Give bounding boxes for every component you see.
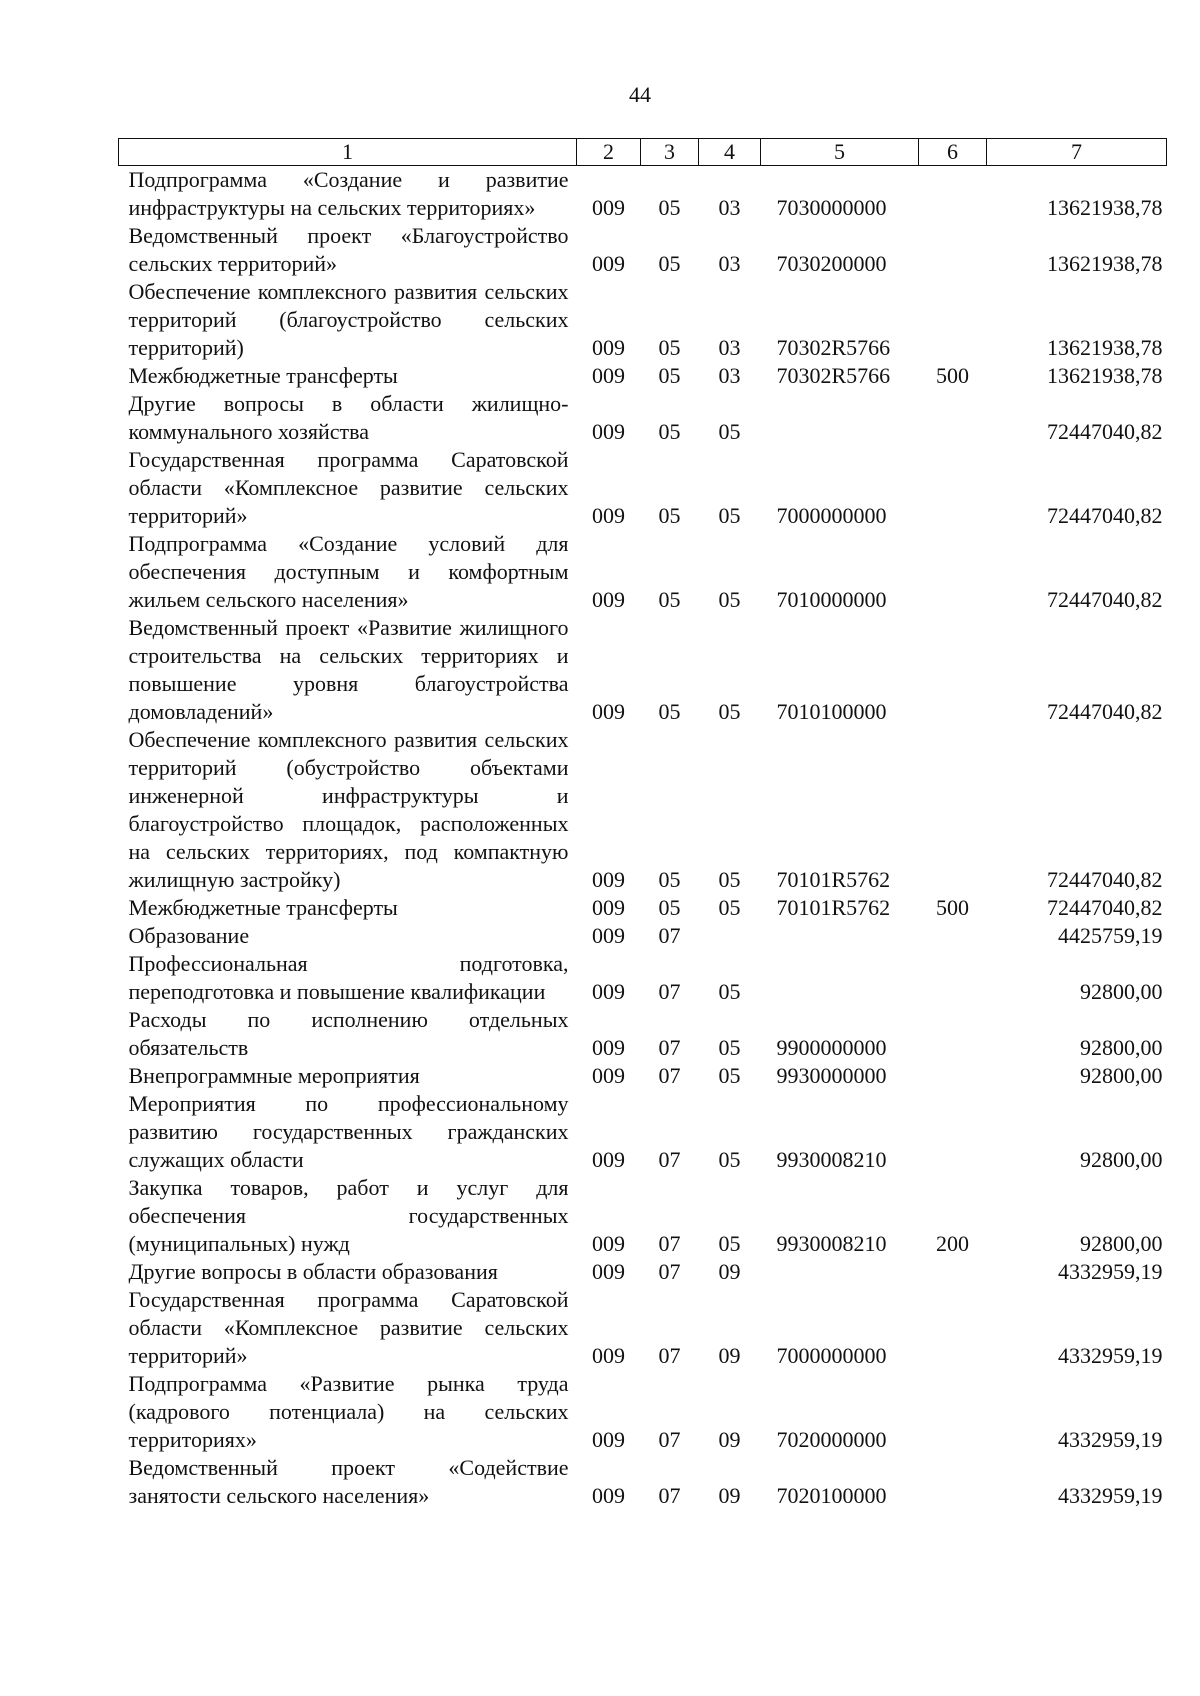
cell-section-code: 05 (658, 867, 681, 892)
cell-subsection-code: 05 (718, 867, 741, 892)
cell-subsection-code: 03 (718, 195, 741, 220)
table-row (119, 922, 1167, 950)
cell-ministry-code: 009 (592, 895, 625, 920)
cell-expense-type (919, 1006, 987, 1062)
cell-amount: 72447040,82 (1047, 895, 1163, 920)
cell-subsection-code: 09 (718, 1483, 741, 1508)
cell-amount: 72447040,82 (1047, 503, 1163, 528)
cell-section-code: 05 (658, 895, 681, 920)
cell-expense-type (919, 726, 987, 894)
cell-ministry-code: 009 (592, 923, 625, 948)
cell-ministry-code: 009 (592, 1427, 625, 1452)
cell-section-code: 05 (658, 699, 681, 724)
cell-section-code: 07 (658, 979, 681, 1004)
cell-ministry-code: 009 (592, 1483, 625, 1508)
table-row (119, 894, 1167, 922)
cell-amount: 13621938,78 (1047, 363, 1163, 388)
cell-subsection-code: 05 (718, 1035, 741, 1060)
cell-section-code: 07 (658, 1427, 681, 1452)
table-row (119, 1370, 1167, 1454)
table-body (119, 166, 1167, 1511)
cell-expense-type (919, 530, 987, 614)
cell-target-article: 70101R5762 (776, 895, 891, 920)
cell-expense-type (919, 278, 987, 362)
table-row (119, 166, 1167, 223)
row-name: Ведомственный проект «Содействие занятости сельского населения» (128, 1455, 569, 1508)
row-name: Ведомственный проект «Благоустройство сельских территорий» (128, 223, 569, 276)
cell-subsection-code: 03 (718, 335, 741, 360)
cell-section-code: 05 (658, 335, 681, 360)
cell-amount: 92800,00 (1080, 1231, 1163, 1256)
cell-amount: 4332959,19 (1058, 1427, 1163, 1452)
row-name: Государственная программа Саратовской области «Комплексное развитие сельских территорий» (128, 447, 569, 528)
cell-ministry-code: 009 (592, 979, 625, 1004)
table-row (119, 446, 1167, 530)
cell-expense-type (919, 1062, 987, 1090)
cell-amount: 72447040,82 (1047, 699, 1163, 724)
row-name: Подпрограмма «Создание условий для обеспечения доступным и комфортным жильем сельского населения» (128, 531, 569, 612)
cell-expense-type (919, 446, 987, 530)
row-name: Подпрограмма «Развитие рынка труда (кадрового потенциала) на сельских территориях» (128, 1371, 569, 1452)
cell-target-article: 7010000000 (776, 587, 887, 612)
cell-section-code: 07 (658, 1231, 681, 1256)
cell-expense-type: 200 (936, 1231, 969, 1256)
row-name: Подпрограмма «Создание и развитие инфраструктуры на сельских территориях» (128, 167, 569, 220)
cell-section-code: 05 (658, 363, 681, 388)
cell-expense-type (919, 1370, 987, 1454)
cell-target-article: 7020100000 (776, 1483, 887, 1508)
cell-amount: 72447040,82 (1047, 587, 1163, 612)
row-name: Расходы по исполнению отдельных обязательств (128, 1007, 569, 1060)
cell-subsection-code: 05 (718, 895, 741, 920)
cell-expense-type (919, 390, 987, 446)
cell-target-article (761, 390, 919, 446)
table-row (119, 1062, 1167, 1090)
table-row (119, 1454, 1167, 1510)
row-name: Государственная программа Саратовской области «Комплексное развитие сельских территорий» (128, 1287, 569, 1368)
column-header-5: 5 (761, 139, 919, 166)
cell-section-code: 07 (658, 1259, 681, 1284)
cell-ministry-code: 009 (592, 419, 625, 444)
cell-expense-type (919, 950, 987, 1006)
cell-amount: 4332959,19 (1058, 1483, 1163, 1508)
cell-subsection-code: 05 (718, 1231, 741, 1256)
table-row (119, 362, 1167, 390)
cell-target-article: 7000000000 (776, 1343, 887, 1368)
cell-amount: 13621938,78 (1047, 335, 1163, 360)
cell-subsection-code: 05 (718, 1063, 741, 1088)
cell-amount: 92800,00 (1080, 1035, 1163, 1060)
table-row (119, 950, 1167, 1006)
cell-target-article: 7030000000 (776, 195, 887, 220)
cell-target-article (761, 950, 919, 1006)
row-name: Межбюджетные трансферты (128, 895, 398, 920)
cell-amount: 72447040,82 (1047, 419, 1163, 444)
cell-ministry-code: 009 (592, 335, 625, 360)
row-name: Межбюджетные трансферты (128, 363, 398, 388)
cell-expense-type (919, 1286, 987, 1370)
cell-amount: 4425759,19 (1058, 923, 1163, 948)
table-row (119, 1286, 1167, 1370)
cell-ministry-code: 009 (592, 1343, 625, 1368)
row-name: Обеспечение комплексного развития сельских территорий (обустройство объектами инженерной инфраструктуры и благоустройство площадок, расположенных на сельских территориях, под компактную жилищную застройку) (128, 727, 569, 892)
cell-ministry-code: 009 (592, 1259, 625, 1284)
cell-expense-type (919, 166, 987, 223)
table-row (119, 530, 1167, 614)
cell-section-code: 07 (658, 1035, 681, 1060)
cell-ministry-code: 009 (592, 1147, 625, 1172)
column-header-4: 4 (699, 139, 761, 166)
cell-expense-type (919, 222, 987, 278)
cell-target-article: 9930000000 (776, 1063, 887, 1088)
table-row (119, 222, 1167, 278)
column-header-3: 3 (641, 139, 699, 166)
column-header-6: 6 (919, 139, 987, 166)
header-row (119, 139, 1167, 166)
table-header (119, 139, 1167, 166)
cell-section-code: 07 (658, 1147, 681, 1172)
row-name: Профессиональная подготовка, переподготовка и повышение квалификации (128, 951, 569, 1004)
cell-expense-type (919, 1454, 987, 1510)
table-row (119, 726, 1167, 894)
cell-expense-type: 500 (936, 895, 969, 920)
cell-section-code: 05 (658, 587, 681, 612)
table-row (119, 1174, 1167, 1258)
cell-section-code: 05 (658, 419, 681, 444)
cell-subsection-code: 05 (718, 979, 741, 1004)
row-name: Образование (128, 923, 250, 948)
cell-ministry-code: 009 (592, 867, 625, 892)
cell-target-article: 7000000000 (776, 503, 887, 528)
column-header-2: 2 (577, 139, 641, 166)
cell-amount: 13621938,78 (1047, 251, 1163, 276)
cell-amount: 13621938,78 (1047, 195, 1163, 220)
cell-subsection-code: 03 (718, 251, 741, 276)
table-row (119, 1006, 1167, 1062)
row-name: Другие вопросы в области жилищно-коммунального хозяйства (128, 391, 569, 444)
budget-table (118, 138, 1167, 1510)
cell-subsection-code: 09 (718, 1427, 741, 1452)
cell-subsection-code (699, 922, 761, 950)
cell-section-code: 07 (658, 1063, 681, 1088)
cell-subsection-code: 05 (718, 419, 741, 444)
cell-ministry-code: 009 (592, 1063, 625, 1088)
cell-ministry-code: 009 (592, 195, 625, 220)
cell-target-article: 7010100000 (776, 699, 887, 724)
cell-target-article: 70302R5766 (776, 335, 891, 360)
cell-ministry-code: 009 (592, 587, 625, 612)
cell-expense-type: 500 (936, 363, 969, 388)
row-name: Внепрограммные мероприятия (128, 1063, 420, 1088)
cell-target-article: 70302R5766 (776, 363, 891, 388)
table-row (119, 278, 1167, 362)
cell-amount: 4332959,19 (1058, 1259, 1163, 1284)
cell-expense-type (919, 922, 987, 950)
column-header-7: 7 (987, 139, 1167, 166)
cell-section-code: 05 (658, 195, 681, 220)
cell-section-code: 05 (658, 251, 681, 276)
row-name: Закупка товаров, работ и услуг для обеспечения государственных (муниципальных) нужд (128, 1175, 569, 1256)
cell-target-article: 7030200000 (776, 251, 887, 276)
cell-ministry-code: 009 (592, 1231, 625, 1256)
row-name: Мероприятия по профессиональному развитию государственных гражданских служащих области (128, 1091, 569, 1172)
cell-amount: 92800,00 (1080, 1063, 1163, 1088)
cell-target-article: 9900000000 (776, 1035, 887, 1060)
cell-ministry-code: 009 (592, 1035, 625, 1060)
cell-subsection-code: 05 (718, 1147, 741, 1172)
cell-ministry-code: 009 (592, 251, 625, 276)
table-row (119, 1258, 1167, 1286)
cell-amount: 72447040,82 (1047, 867, 1163, 892)
cell-target-article: 70101R5762 (776, 867, 891, 892)
cell-section-code: 07 (658, 1343, 681, 1368)
cell-amount: 92800,00 (1080, 1147, 1163, 1172)
cell-subsection-code: 09 (718, 1259, 741, 1284)
column-header-1: 1 (119, 139, 577, 166)
cell-target-article (761, 1258, 919, 1286)
cell-ministry-code: 009 (592, 699, 625, 724)
table-row (119, 614, 1167, 726)
cell-target-article: 7020000000 (776, 1427, 887, 1452)
page-number: 44 (629, 82, 651, 107)
cell-subsection-code: 09 (718, 1343, 741, 1368)
cell-target-article: 9930008210 (776, 1147, 887, 1172)
cell-expense-type (919, 1258, 987, 1286)
row-name: Ведомственный проект «Развитие жилищного строительства на сельских территориях и повышение уровня благоустройства домовладений» (128, 615, 569, 724)
cell-amount: 4332959,19 (1058, 1343, 1163, 1368)
cell-amount: 92800,00 (1080, 979, 1163, 1004)
cell-section-code: 07 (658, 1483, 681, 1508)
cell-ministry-code: 009 (592, 363, 625, 388)
cell-subsection-code: 05 (718, 699, 741, 724)
cell-target-article (761, 922, 919, 950)
table-row (119, 1090, 1167, 1174)
row-name: Обеспечение комплексного развития сельских территорий (благоустройство сельских территорий) (128, 279, 569, 360)
row-name: Другие вопросы в области образования (128, 1259, 498, 1284)
cell-subsection-code: 03 (718, 363, 741, 388)
table-row (119, 390, 1167, 446)
cell-section-code: 05 (658, 503, 681, 528)
cell-expense-type (919, 614, 987, 726)
cell-section-code: 07 (658, 923, 681, 948)
cell-subsection-code: 05 (718, 503, 741, 528)
cell-ministry-code: 009 (592, 503, 625, 528)
cell-target-article: 9930008210 (776, 1231, 887, 1256)
cell-expense-type (919, 1090, 987, 1174)
cell-subsection-code: 05 (718, 587, 741, 612)
